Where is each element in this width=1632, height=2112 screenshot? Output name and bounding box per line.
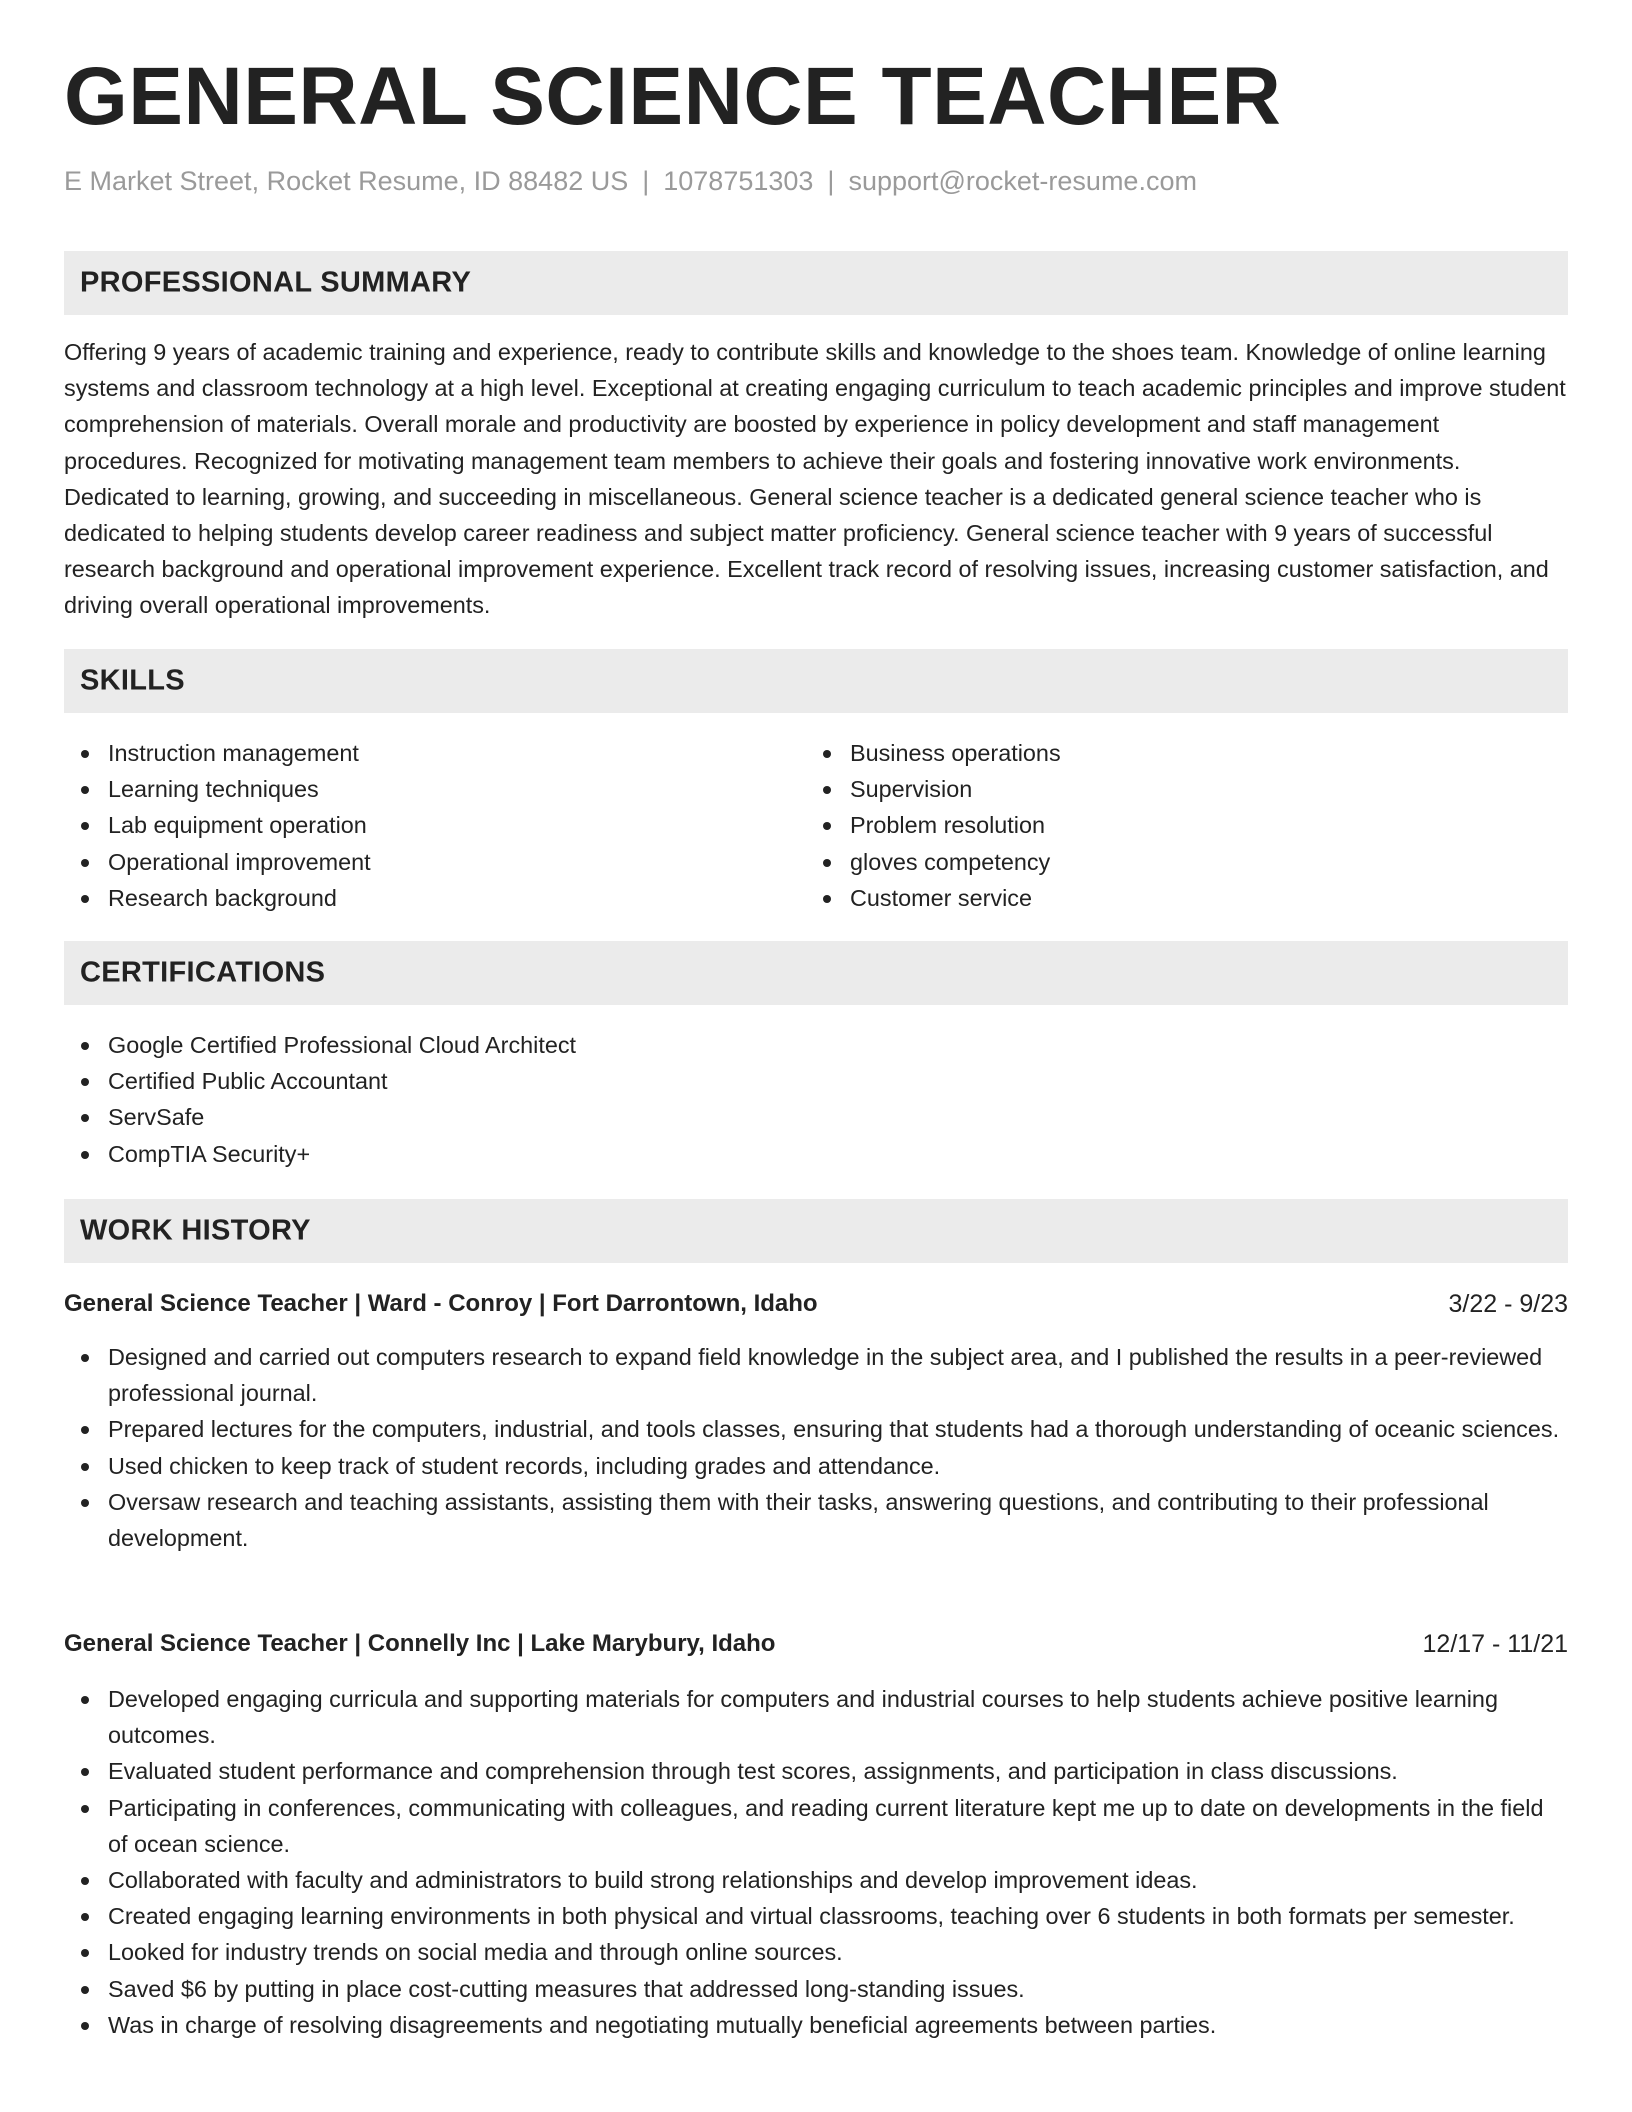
job-bullet: Prepared lectures for the computers, industrial, and tools classes, ensuring that students had a thorough understanding of oceanic sciences.	[64, 1411, 1568, 1447]
skill-item: Supervision	[806, 771, 1506, 807]
certification-item: Certified Public Accountant	[64, 1063, 1568, 1099]
skill-item: Operational improvement	[64, 844, 764, 880]
skills-section-header	[64, 649, 1568, 713]
work-history-heading: WORK HISTORY	[80, 1214, 311, 1247]
skill-item: Research background	[64, 880, 764, 916]
job-dates: 3/22 - 9/23	[1448, 1290, 1568, 1318]
job-header	[64, 1627, 1568, 1661]
contact-line	[64, 168, 1197, 195]
skill-item: Instruction management	[64, 735, 764, 771]
summary-text: Offering 9 years of academic training and experience, ready to contribute skills and knowledge to the shoes team. Knowledge of online learning systems and classroom technology at a high level. Exceptional at creating engaging curriculum to teach academic principles and improve student comprehension of materials. Overall morale and productivity are boosted by experience in policy development and staff management procedures. Recognized for motivating management team members to achieve their goals and fostering innovative work environments. Dedicated to learning, growing, and succeeding in miscellaneous. General science teacher is a dedicated general science teacher who is dedicated to helping students develop career readiness and subject matter proficiency. General science teacher with 9 years of successful research background and operational improvement experience. Excellent track record of resolving issues, increasing customer satisfaction, and driving overall operational improvements.	[64, 339, 1566, 619]
job-bullet: Designed and carried out computers research to expand field knowledge in the subject area, and I published the results in a peer-reviewed professional journal.	[64, 1339, 1568, 1411]
skill-item: Learning techniques	[64, 771, 764, 807]
work-history-section-header	[64, 1199, 1568, 1263]
skill-item: Customer service	[806, 880, 1506, 916]
job-bullet: Developed engaging curricula and supporting materials for computers and industrial courses to help students achieve positive learning outcomes.	[64, 1681, 1568, 1753]
skill-item: Business operations	[806, 735, 1506, 771]
job-bullet: Looked for industry trends on social media and through online sources.	[64, 1934, 1568, 1970]
job-bullets	[64, 1681, 1568, 2043]
skill-item: Problem resolution	[806, 807, 1506, 843]
certification-item: Google Certified Professional Cloud Architect	[64, 1027, 1568, 1063]
job-bullet: Saved $6 by putting in place cost-cutting measures that addressed long-standing issues.	[64, 1971, 1568, 2007]
summary-heading: PROFESSIONAL SUMMARY	[80, 266, 472, 299]
certification-item: ServSafe	[64, 1099, 1568, 1135]
contact-separator: |	[642, 166, 650, 196]
job-bullets	[64, 1339, 1568, 1556]
certifications-list	[64, 1027, 1568, 1172]
skills-heading: SKILLS	[80, 664, 185, 697]
job-title: General Science Teacher | Connelly Inc | Lake Marybury, Idaho	[64, 1630, 776, 1657]
contact-phone: 1078751303	[663, 166, 814, 196]
summary-section-header	[64, 251, 1568, 315]
certifications-section-header	[64, 941, 1568, 1005]
job-bullet: Was in charge of resolving disagreements and negotiating mutually beneficial agreements between parties.	[64, 2007, 1568, 2043]
skills-list-right	[806, 735, 1506, 916]
job-bullet: Collaborated with faculty and administrators to build strong relationships and develop improvement ideas.	[64, 1862, 1568, 1898]
certification-item: CompTIA Security+	[64, 1136, 1568, 1172]
job-title: General Science Teacher | Ward - Conroy | Fort Darrontown, Idaho	[64, 1290, 818, 1317]
job-bullet: Used chicken to keep track of student records, including grades and attendance.	[64, 1448, 1568, 1484]
certifications-heading: CERTIFICATIONS	[80, 956, 326, 989]
job-bullet: Created engaging learning environments in both physical and virtual classrooms, teaching over 6 students in both formats per semester.	[64, 1898, 1568, 1934]
contact-address: E Market Street, Rocket Resume, ID 88482 US	[64, 166, 629, 196]
skill-item: Lab equipment operation	[64, 807, 764, 843]
job-bullet: Participating in conferences, communicating with colleagues, and reading current literature kept me up to date on developments in the field of ocean science.	[64, 1790, 1568, 1862]
candidate-name: GENERAL SCIENCE TEACHER	[64, 51, 1282, 142]
job-bullet: Oversaw research and teaching assistants, assisting them with their tasks, answering questions, and contributing to their professional development.	[64, 1484, 1568, 1556]
contact-separator: |	[827, 166, 835, 196]
job-dates: 12/17 - 11/21	[1422, 1630, 1568, 1658]
skill-item: gloves competency	[806, 844, 1506, 880]
skills-list-left	[64, 735, 764, 916]
job-bullet: Evaluated student performance and comprehension through test scores, assignments, and participation in class discussions.	[64, 1753, 1568, 1789]
contact-email: support@rocket-resume.com	[848, 166, 1197, 196]
job-header	[64, 1287, 1568, 1321]
